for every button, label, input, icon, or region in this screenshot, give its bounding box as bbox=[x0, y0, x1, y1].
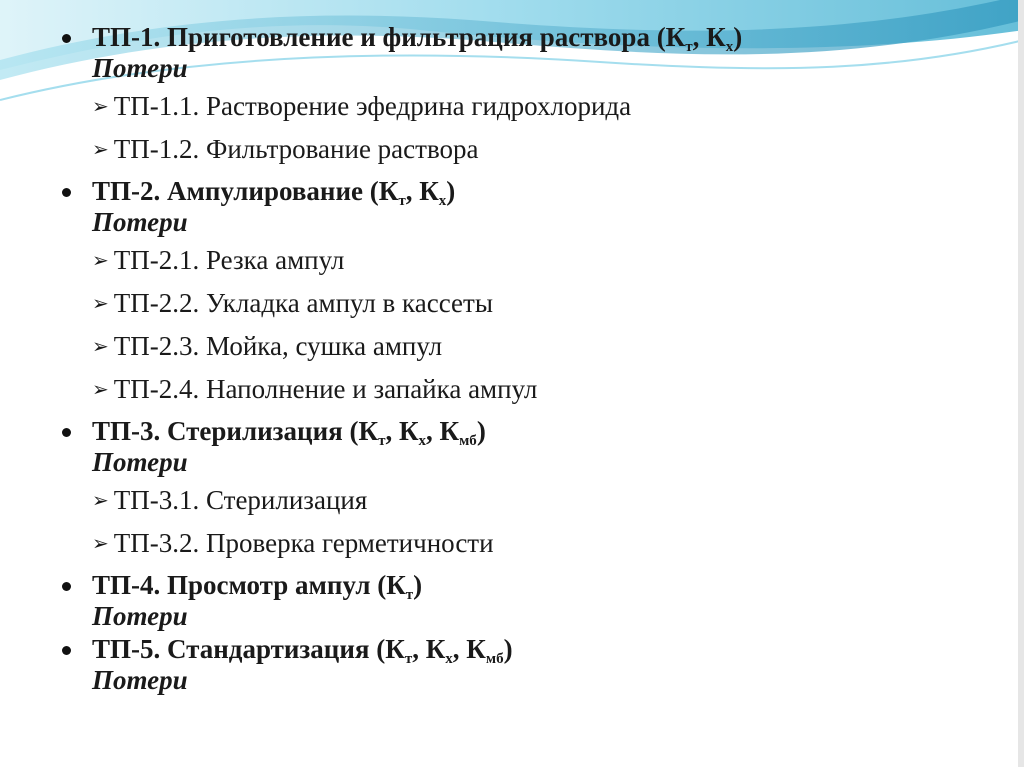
sub-item-text: ТП-2.4. Наполнение и запайка ампул bbox=[113, 374, 538, 404]
main-item-heading bbox=[92, 20, 1006, 54]
losses-label: Потери bbox=[92, 601, 188, 631]
heading-separator: ) bbox=[476, 416, 486, 446]
bullet-icon bbox=[62, 646, 71, 655]
heading-separator: ) bbox=[503, 634, 513, 664]
heading-separator: ) bbox=[733, 22, 743, 52]
sub-item-text: ТП-2.3. Мойка, сушка ампул bbox=[113, 331, 443, 361]
bullet-icon bbox=[62, 188, 71, 197]
heading-separator: , К bbox=[385, 416, 419, 446]
arrow-bullet-icon: ➢ bbox=[92, 291, 109, 315]
sub-item-list bbox=[92, 86, 1006, 172]
main-item-tp-3 bbox=[56, 414, 1006, 566]
sub-item-text: ТП-2.2. Укладка ампул в кассеты bbox=[113, 288, 493, 318]
heading-text: ТП-2. Ампулирование (К bbox=[92, 176, 399, 206]
heading-separator: , К bbox=[405, 176, 439, 206]
heading-text: ТП-5. Стандартизация (К bbox=[92, 634, 405, 664]
heading-separator: ) bbox=[413, 570, 423, 600]
heading-separator: , К bbox=[412, 634, 446, 664]
coefficient-subscript: мб bbox=[459, 433, 477, 449]
arrow-bullet-icon: ➢ bbox=[92, 334, 109, 358]
sub-item-list bbox=[92, 480, 1006, 566]
coefficient-subscript: т bbox=[685, 39, 693, 55]
main-item-heading bbox=[92, 174, 1006, 208]
coefficient-subscript: х bbox=[725, 39, 734, 55]
losses-label: Потери bbox=[92, 53, 188, 83]
arrow-bullet-icon: ➢ bbox=[92, 94, 109, 118]
sub-item bbox=[92, 369, 1006, 412]
losses-label: Потери bbox=[92, 207, 188, 237]
heading-separator: , К bbox=[692, 22, 726, 52]
sub-item-text: ТП-1.2. Фильтрование раствора bbox=[113, 134, 479, 164]
main-item-tp-4 bbox=[56, 568, 1006, 630]
bullet-icon bbox=[62, 428, 71, 437]
sub-item bbox=[92, 283, 1006, 326]
arrow-bullet-icon: ➢ bbox=[92, 377, 109, 401]
coefficient-subscript: т bbox=[405, 587, 414, 603]
slide-content bbox=[56, 18, 1006, 694]
sub-item-text: ТП-3.1. Стерилизация bbox=[113, 485, 368, 515]
coefficient-subscript: х bbox=[418, 433, 427, 449]
sub-item-text: ТП-2.1. Резка ампул bbox=[113, 245, 345, 275]
bullet-icon bbox=[62, 582, 71, 591]
sub-item bbox=[92, 523, 1006, 566]
heading-separator: ) bbox=[446, 176, 456, 206]
main-item-heading bbox=[92, 568, 1006, 602]
heading-text: ТП-4. Просмотр ампул (К bbox=[92, 570, 406, 600]
bullet-icon bbox=[62, 34, 71, 43]
heading-separator: , К bbox=[426, 416, 460, 446]
sub-item bbox=[92, 480, 1006, 523]
coefficient-subscript: т bbox=[398, 193, 406, 209]
heading-text: ТП-1. Приготовление и фильтрация раствора (К bbox=[92, 22, 686, 52]
arrow-bullet-icon: ➢ bbox=[92, 488, 109, 512]
coefficient-subscript: х bbox=[445, 651, 453, 667]
sub-item-text: ТП-1.1. Растворение эфедрина гидрохлорида bbox=[113, 91, 632, 121]
main-item-tp-1 bbox=[56, 20, 1006, 172]
heading-text: ТП-3. Стерилизация (К bbox=[92, 416, 379, 446]
main-item-heading bbox=[92, 632, 1006, 666]
arrow-bullet-icon: ➢ bbox=[92, 137, 109, 161]
sub-item-list bbox=[92, 240, 1006, 412]
coefficient-subscript: х bbox=[438, 193, 447, 209]
sub-item bbox=[92, 129, 1006, 172]
coefficient-subscript: т bbox=[378, 433, 386, 449]
coefficient-subscript: мб bbox=[485, 651, 504, 667]
sub-item bbox=[92, 240, 1006, 283]
main-item-heading bbox=[92, 414, 1006, 448]
arrow-bullet-icon: ➢ bbox=[92, 248, 109, 272]
losses-label: Потери bbox=[92, 665, 188, 695]
arrow-bullet-icon: ➢ bbox=[92, 531, 109, 555]
sub-item-text: ТП-3.2. Проверка герметичности bbox=[113, 528, 494, 558]
main-item-tp-5 bbox=[56, 632, 1006, 694]
heading-separator: , К bbox=[452, 634, 486, 664]
sub-item bbox=[92, 86, 1006, 129]
sub-item bbox=[92, 326, 1006, 369]
main-item-tp-2 bbox=[56, 174, 1006, 412]
coefficient-subscript: т bbox=[404, 651, 413, 667]
losses-label: Потери bbox=[92, 447, 188, 477]
